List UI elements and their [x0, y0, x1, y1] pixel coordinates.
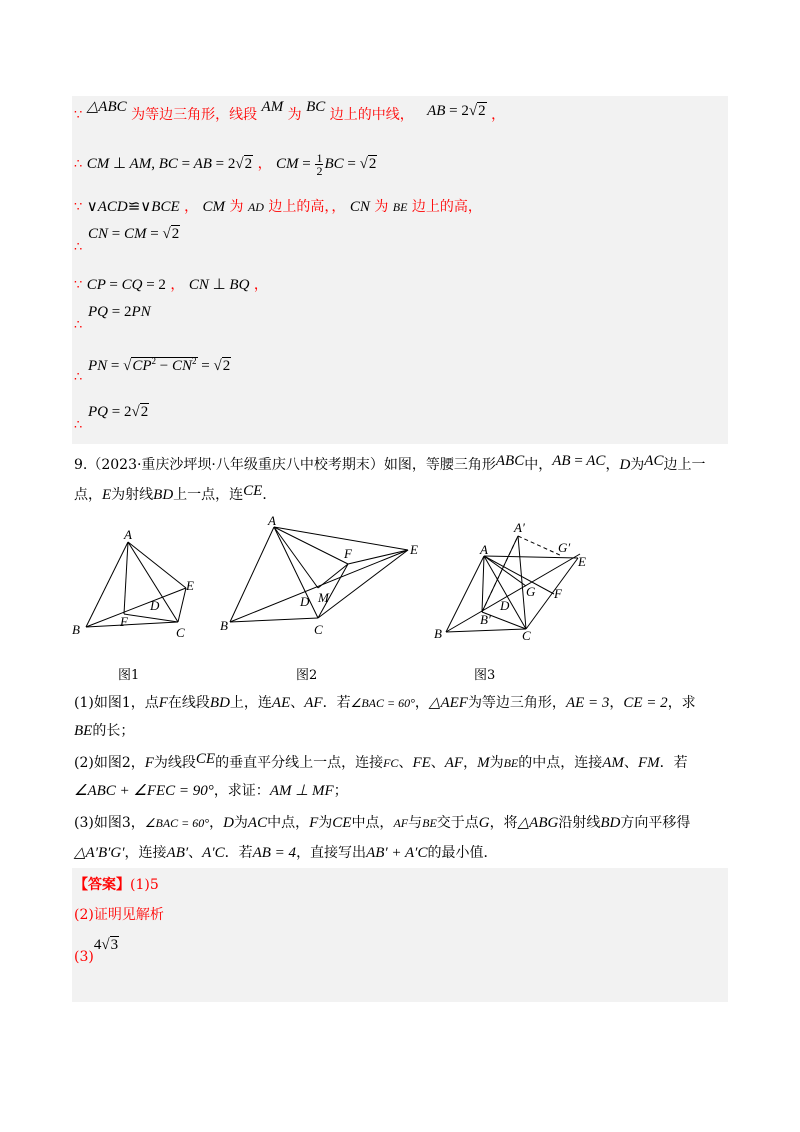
fig3-label-a: A [480, 542, 488, 557]
question-3-line-2: △A′B′G′，连接AB′、A′C．若AB = 4，直接写出AB′ + A′C的最小值． [74, 845, 498, 861]
problem-9-line-1: 9.（2023·重庆沙坪坝·八年级重庆八中校考期末）如图，等腰三角形ABC中，AB = AC，D为AC边上一 [74, 453, 706, 473]
solution-line-5: ∵ CP = CQ = 2 ， CN ⊥ BQ ， [74, 277, 268, 293]
fig2-label-b: B [220, 618, 228, 633]
figure-2 [214, 512, 428, 642]
fig3-label-f: F [554, 586, 562, 601]
fig1-label-e: E [186, 578, 194, 593]
therefore-symbol-4: ∴ [74, 240, 83, 255]
answer-line-1: 【答案】(1)5 [74, 877, 159, 893]
answer-box [72, 868, 728, 1002]
fig1-label-f: F [120, 614, 128, 629]
solution-box-previous [72, 96, 728, 444]
solution-line-2: ∴ CM ⊥ AM, BC = AB = 2√2 ， CM = $\frac{1}{2}$ BC = √2 [74, 151, 377, 178]
fig3-label-d: D [500, 598, 510, 613]
fig3-label-g: G [526, 584, 536, 599]
question-3-line-1: (3)如图3，∠BAC = 60°，D为AC中点，F为CE中点，AF与BE交于点G，将△ABG沿射线BD方向平移得 [74, 815, 691, 831]
question-1-line-2: BE的长； [74, 723, 135, 739]
fig3-label-g-prime: G′ [558, 540, 571, 555]
solution-line-3: ∵ ∨ACD≌∨BCE ， CM 为 AD 边上的高，， CN 为 BE 边上的高， [74, 199, 482, 215]
therefore-symbol-7: ∴ [74, 370, 83, 385]
fig3-label-c: C [522, 628, 531, 642]
solution-line-7: PN = $√CP^2 - CN^2 = √2$ [88, 356, 231, 374]
therefore-symbol-8: ∴ [74, 418, 83, 433]
fig3-label-a-prime: A′ [514, 520, 525, 535]
fig2-label-c: C [314, 622, 323, 637]
fig2-label-e: E [410, 542, 418, 557]
figure-1-caption: 图1 [118, 668, 140, 683]
fig3-label-b-prime: B′ [480, 612, 491, 627]
figure-3 [430, 516, 600, 642]
solution-line-8: PQ = 2√2 [88, 404, 149, 420]
figure-2-caption: 图2 [296, 668, 318, 683]
answer-line-3: (3)4√3 [74, 937, 119, 965]
problem-9-line-2: 点，E为射线BD上一点，连CE． [74, 483, 277, 503]
question-2-line-2: ∠ABC + ∠FEC = 90°，求证：AM ⊥ MF； [74, 783, 348, 799]
fig3-label-b: B [434, 626, 442, 641]
fig2-label-m: M [318, 590, 329, 605]
fig1-label-a: A [124, 527, 132, 542]
fig1-label-b: B [72, 622, 80, 637]
figure-3-caption: 图3 [474, 668, 496, 683]
fig2-label-f: F [344, 546, 352, 561]
solution-line-6: PQ = 2PN [88, 304, 151, 320]
solution-line-4: CN = CM = √2 [88, 226, 180, 242]
solution-line-1: ∵ △ABC 为等边三角形，线段 AM 为 BC 边上的中线， AB = 2√2 ， [74, 99, 506, 123]
question-1-line-1: (1)如图1，点F在线段BD上，连AE、AF．若∠BAC = 60°，△AEF为等边三角形，AE = 3，CE = 2，求 [74, 695, 696, 711]
fig1-label-d: D [150, 598, 160, 613]
therefore-symbol-6: ∴ [74, 318, 83, 333]
figure-1 [66, 522, 206, 642]
answer-line-2: (2)证明见解析 [74, 907, 164, 923]
fig2-label-d: D [300, 594, 310, 609]
fig1-label-c: C [176, 625, 185, 640]
fig2-label-a: A [268, 513, 276, 528]
fig3-label-e: E [578, 554, 586, 569]
question-2-line-1: (2)如图2，F为线段CE的垂直平分线上一点，连接FC、FE、AF，M为BE的中点，连接AM、FM．若 [74, 751, 688, 771]
